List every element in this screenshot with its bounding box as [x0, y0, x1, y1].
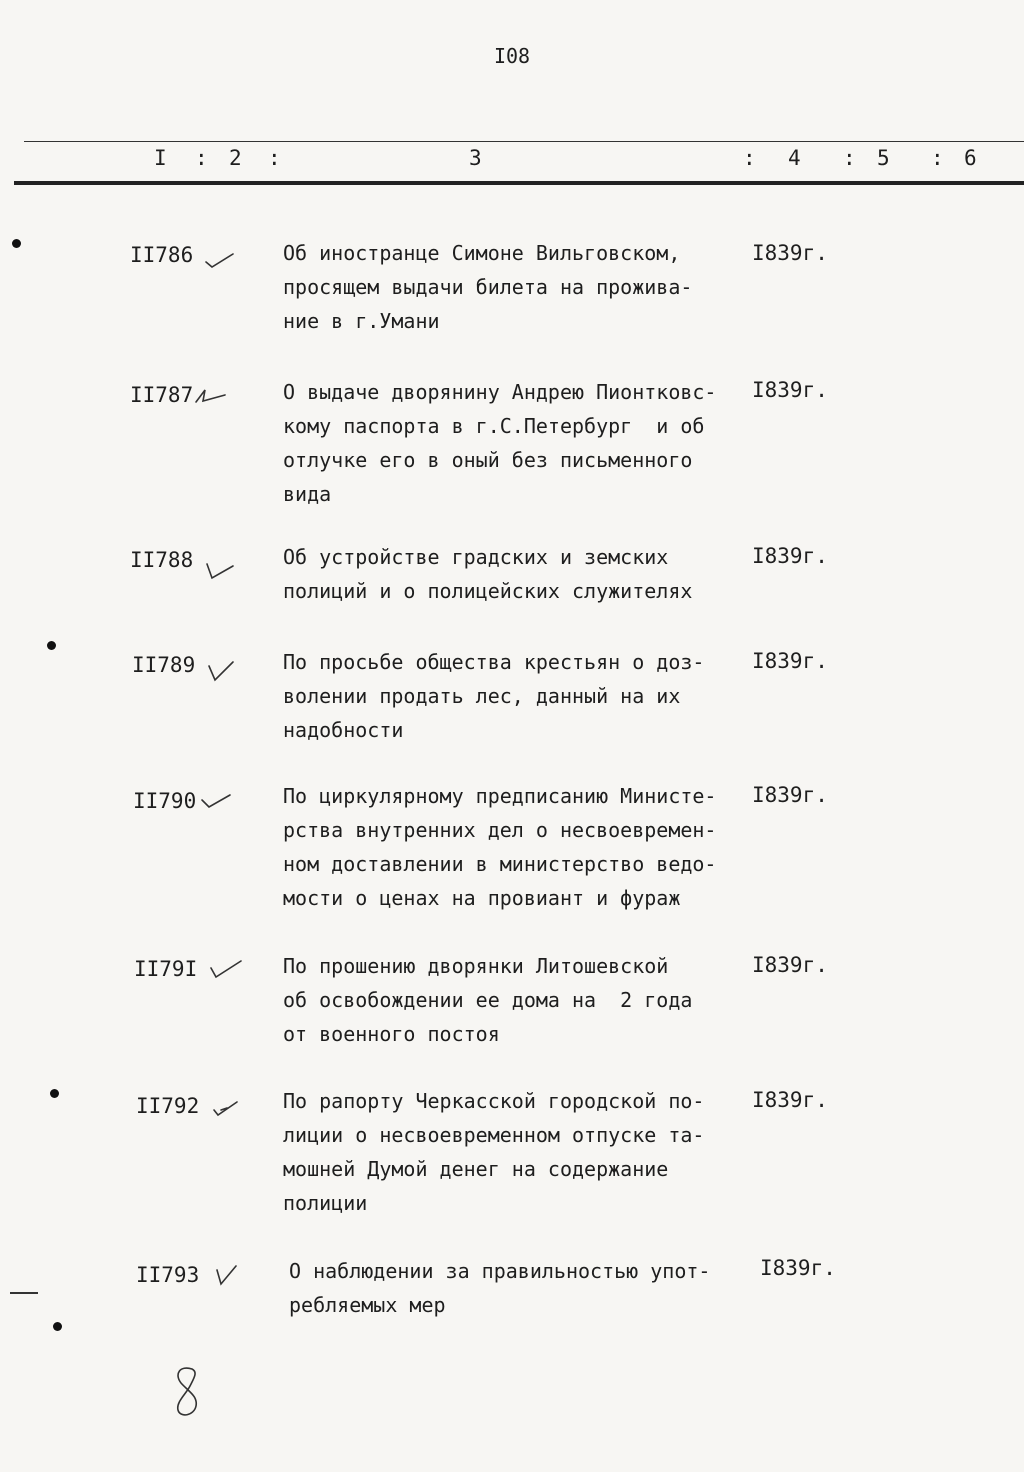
entry-description: По прошению дворянки Литошевской об освобождении ее дома на 2 года от военного постоя: [283, 954, 693, 1046]
entry-year: I839г.: [752, 649, 828, 673]
entry-number: II788: [130, 548, 194, 572]
entry-description: О выдаче дворянину Андрею Пионтковс- кому паспорта в г.С.Петербург и об отлучке его в оный без письменного вида: [283, 380, 717, 506]
column-separator: :: [195, 146, 208, 170]
margin-hole-mark: [47, 641, 56, 650]
entry-description: О наблюдении за правильностью упот- ребляемых мер: [289, 1259, 711, 1317]
checkmark-icon: [203, 250, 237, 272]
checkmark-icon: [193, 384, 227, 406]
margin-hole-mark: [12, 239, 21, 248]
column-separator: :: [843, 146, 856, 170]
column-header-6: 6: [964, 146, 977, 170]
header-top-rule: [24, 141, 1024, 142]
entry-number: II793: [136, 1263, 200, 1287]
entry-number: II787: [130, 383, 194, 407]
column-header-4: 4: [788, 146, 801, 170]
entry-year: I839г.: [752, 544, 828, 568]
checkmark-icon: [205, 660, 239, 682]
entry-number: II789: [132, 653, 196, 677]
entry-description: Об устройстве градских и земских полиций и о полицейских служителях: [283, 545, 693, 603]
margin-hole-mark: [50, 1089, 59, 1098]
entry-year: I839г.: [752, 241, 828, 265]
entry-description: По циркулярному предписанию Министе- рства внутренних дел о несвоевремен- ном доставлении в министерство ведо- мости о ценах на провиант и фураж: [283, 784, 717, 910]
entry-year: I839г.: [760, 1256, 836, 1280]
column-header-5: 5: [877, 146, 890, 170]
margin-hole-mark: [53, 1322, 62, 1331]
checkmark-icon: [212, 1264, 246, 1286]
entry-number: II786: [130, 243, 194, 267]
entry-description: По рапорту Черкасской городской по- лиции о несвоевременном отпуске та- мошней Думой денег на содержание полиции: [283, 1089, 705, 1215]
entry-number: II792: [136, 1094, 200, 1118]
page-number: I08: [493, 44, 531, 68]
checkmark-icon: [199, 792, 233, 814]
margin-dash: [10, 1292, 38, 1294]
column-header-2: 2: [229, 146, 242, 170]
checkmark-icon: [211, 1098, 245, 1120]
column-separator: :: [268, 146, 281, 170]
checkmark-icon: [208, 958, 242, 980]
column-separator: :: [743, 146, 756, 170]
entry-description: Об иностранце Симоне Вильговском, просящем выдачи билета на прожива- ние в г.Умани: [283, 241, 693, 333]
entry-description: По просьбе общества крестьян о доз- волении продать лес, данный на их надобности: [283, 650, 705, 742]
entry-year: I839г.: [752, 1088, 828, 1112]
entry-year: I839г.: [752, 953, 828, 977]
column-header-3: 3: [469, 146, 482, 170]
header-bottom-rule: [14, 181, 1024, 185]
checkmark-icon: [203, 560, 237, 582]
entry-number: II790: [133, 789, 197, 813]
handwritten-count: [168, 1366, 208, 1418]
entry-number: II79I: [134, 957, 198, 981]
entry-year: I839г.: [752, 783, 828, 807]
column-header-1: I: [154, 146, 167, 170]
entry-year: I839г.: [752, 378, 828, 402]
column-separator: :: [931, 146, 944, 170]
